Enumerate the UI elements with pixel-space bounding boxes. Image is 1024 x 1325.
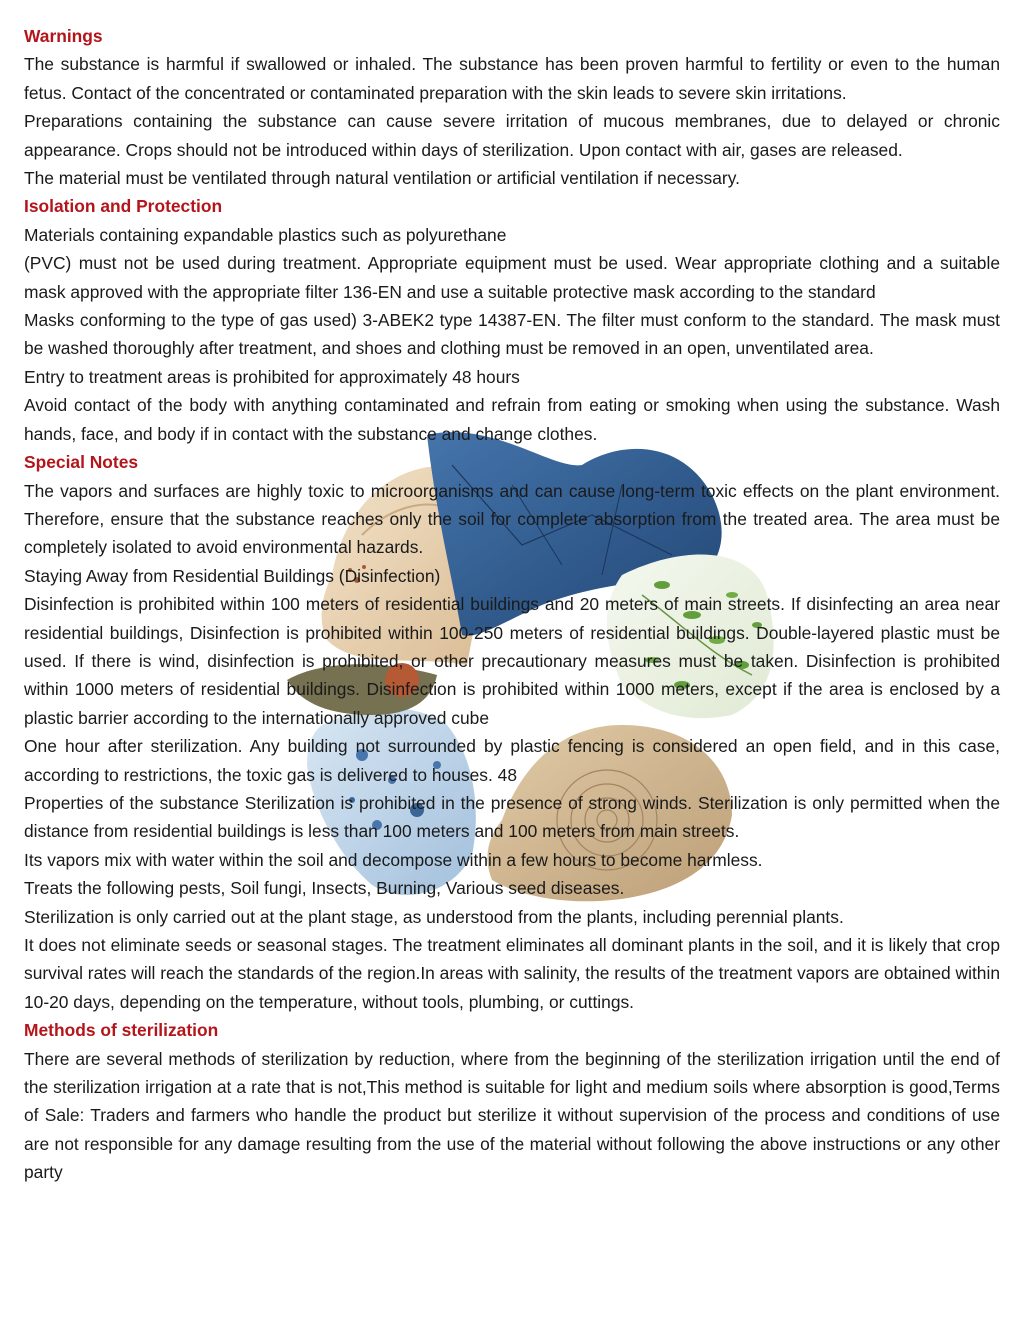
section-heading-isolation: Isolation and Protection xyxy=(24,196,223,217)
isolation-paragraph-2: (PVC) must not be used during treatment. Appropriate equipment must be used. Wear appropriate clothing and a suitable mask approved with the appropriate filter 136-EN and use a suitable protective mask according to the standard xyxy=(24,253,1000,302)
special-paragraph-4: One hour after sterilization. Any building not surrounded by plastic fencing is considered an open field, and in this case, according to restrictions, the toxic gas is delivered to houses. 48 xyxy=(24,736,1000,785)
special-paragraph-1: The vapors and surfaces are highly toxic to microorganisms and can cause long-term toxic effects on the plant environment. Therefore, ensure that the substance reaches only the soil for complete absorption from the treated area. The area must be completely isolated to avoid environmental hazards. xyxy=(24,480,1000,558)
warnings-paragraph-1: The substance is harmful if swallowed or inhaled. The substance has been proven harmful to fertility or even to the human fetus. Contact of the concentrated or contaminated preparation with the skin leads to severe skin irritations. xyxy=(24,54,1000,103)
section-heading-warnings: Warnings xyxy=(24,26,103,46)
special-paragraph-3: Disinfection is prohibited within 100 meters of residential buildings and 20 meters of main streets. If disinfecting an area near residential buildings, Disinfection is prohibited within 100-250 meters of residential buildings. Double-layered plastic must be used. If there is wind, disinfection is prohibited, or other precautionary measures must be taken. Disinfection is prohibited within 1000 meters of residential buildings. Disinfection is prohibited within 1000 meters, except if the area is enclosed by a plastic barrier according to the internationally approved cube xyxy=(24,594,1000,728)
isolation-paragraph-4: Entry to treatment areas is prohibited for approximately 48 hours xyxy=(24,366,520,387)
document-body xyxy=(24,22,1000,1187)
special-paragraph-9: It does not eliminate seeds or seasonal stages. The treatment eliminates all dominant plants in the soil, and it is likely that crop survival rates will reach the standards of the region.In areas with salinity, the results of the treatment vapors are obtained within 10-20 days, depending on the temperature, without tools, plumbing, or cuttings. xyxy=(24,935,1000,1012)
isolation-paragraph-5: Avoid contact of the body with anything contaminated and refrain from eating or smoking when using the substance. Wash hands, face, and body if in contact with the substance and change clothes. xyxy=(24,395,1000,444)
special-paragraph-8: Sterilization is only carried out at the plant stage, as understood from the plants, including perennial plants. xyxy=(24,906,844,927)
warnings-paragraph-2: Preparations containing the substance can cause severe irritation of mucous membranes, due to delayed or chronic appearance. Crops should not be introduced within days of sterilization. Upon contact with air, gases are released. xyxy=(24,111,1000,160)
warnings-paragraph-3: The material must be ventilated through natural ventilation or artificial ventilation if necessary. xyxy=(24,168,740,189)
special-paragraph-6: Its vapors mix with water within the soil and decompose within a few hours to become harmless. xyxy=(24,849,763,870)
isolation-paragraph-1: Materials containing expandable plastics such as polyurethane xyxy=(24,224,507,245)
special-paragraph-7: Treats the following pests, Soil fungi, Insects, Burning, Various seed diseases. xyxy=(24,878,625,899)
section-heading-special-notes: Special Notes xyxy=(24,452,139,473)
methods-paragraph-1: There are several methods of sterilization by reduction, where from the beginning of the sterilization irrigation until the end of the sterilization irrigation at a rate that is not,This method is suitable for light and medium soils where absorption is good,Terms of Sale: Traders and farmers who handle the product but sterilize it without supervision of the process and conditions of use are not responsible for any damage resulting from the use of the material without following the above instructions or any other party xyxy=(24,1048,1000,1183)
section-heading-methods: Methods of sterilization xyxy=(24,1020,219,1041)
special-paragraph-2: Staying Away from Residential Buildings (Disinfection) xyxy=(24,565,441,586)
isolation-paragraph-3: Masks conforming to the type of gas used) 3-ABEK2 type 14387-EN. The filter must conform to the standard. The mask must be washed thoroughly after treatment, and shoes and clothing must be removed in an open, unventilated area. xyxy=(24,310,1000,359)
special-paragraph-5: Properties of the substance Sterilization is prohibited in the presence of strong winds. Sterilization is only permitted when the distance from residential buildings is less than 100 meters and 100 meters from main streets. xyxy=(24,792,1000,842)
